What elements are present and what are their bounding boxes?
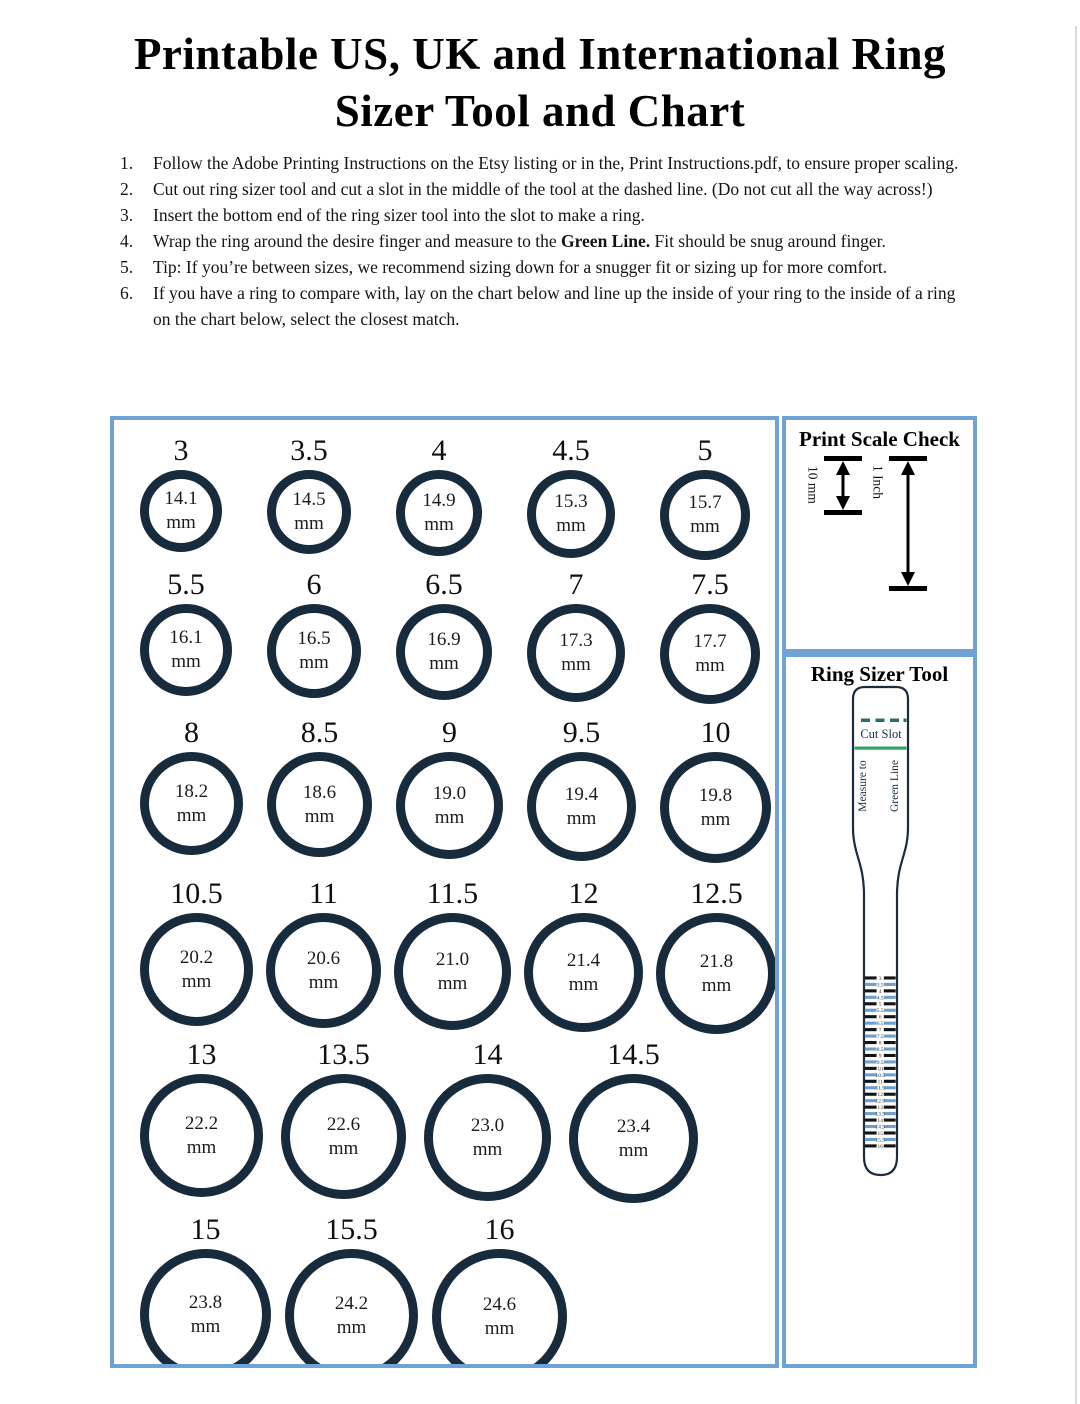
- ring-cell: [656, 875, 777, 1034]
- ring-size-label: 4: [431, 434, 447, 467]
- ring-circle: [394, 913, 511, 1030]
- ring-mm-text: [433, 782, 466, 830]
- scale-arrow-10mm: [806, 456, 863, 515]
- ring-mm-text: [617, 1115, 650, 1163]
- ring-circle: [527, 470, 615, 558]
- ring-mm-text: [169, 626, 202, 674]
- sizer-tick-label: 9: [878, 1053, 882, 1060]
- sizer-tick-label: 10: [877, 1066, 883, 1073]
- instruction-item: [120, 202, 965, 228]
- ring-cell: [140, 432, 222, 552]
- sizer-tick-label: 7.5: [876, 1034, 884, 1041]
- ring-mm-unit: mm: [568, 973, 599, 995]
- ring-mm-unit: mm: [304, 805, 335, 827]
- ring-circle: [524, 913, 643, 1032]
- ring-circle: [660, 752, 771, 863]
- sizer-tick-label: 7: [878, 1027, 882, 1034]
- ring-size-label: 6: [306, 568, 322, 601]
- ring-mm-value: 19.8: [698, 784, 733, 806]
- sizer-tick: [865, 1002, 877, 1005]
- ring-size-label: 12: [568, 877, 599, 910]
- sizer-tick: [884, 1125, 896, 1128]
- sizer-tick: [865, 1022, 877, 1025]
- ring-cell: [660, 714, 771, 863]
- instruction-item: [120, 228, 965, 254]
- sizer-tick: [865, 1093, 877, 1096]
- sizer-tick: [884, 1015, 896, 1018]
- ring-mm-value: 16.5: [297, 628, 331, 649]
- ring-sizer-tool-panel: [782, 653, 977, 1368]
- print-scale-check-panel: [782, 416, 977, 653]
- ring-mm-unit: mm: [171, 651, 201, 672]
- sizer-tick-label: 6.5: [876, 1021, 884, 1028]
- sizer-tick: [884, 1106, 896, 1109]
- sizer-tick-label: 3.5: [876, 982, 884, 989]
- ring-circle: [527, 604, 625, 702]
- ring-cell: [140, 875, 253, 1026]
- ring-size-label: 7: [568, 568, 584, 601]
- ring-mm-value: 21.0: [435, 948, 470, 970]
- ring-sizer-tool-title: Ring Sizer Tool: [810, 662, 949, 686]
- ring-cell: [281, 1036, 406, 1199]
- sizer-tick: [884, 1054, 896, 1057]
- ring-cell: [267, 714, 372, 857]
- ring-mm-text: [175, 780, 208, 828]
- ring-mm-text: [185, 1112, 218, 1160]
- ring-circle: [140, 752, 243, 855]
- ring-circle: [396, 752, 503, 859]
- ring-circle: [396, 470, 482, 556]
- ring-circle: [281, 1074, 406, 1199]
- sizer-tick-label: 5.5: [876, 1008, 884, 1015]
- ring-mm-unit: mm: [328, 1137, 359, 1159]
- instruction-number: 4.: [120, 231, 134, 251]
- ring-size-label: 11.5: [426, 877, 479, 910]
- ring-circle: [140, 913, 253, 1026]
- ring-mm-value: 15.7: [688, 492, 722, 513]
- ring-size-label: 10: [700, 716, 731, 749]
- ring-cell: [660, 432, 750, 560]
- green-line-label: Green Line: [889, 759, 901, 813]
- sizer-tick: [884, 1086, 896, 1089]
- instruction-text-post: Fit should be snug around finger.: [650, 231, 886, 251]
- scale-arrow-1inch-label: 1 Inch: [870, 464, 886, 500]
- ring-mm-value: 20.2: [179, 946, 214, 968]
- instruction-text-pre: Insert the bottom end of the ring sizer tool into the slot to make a ring.: [153, 205, 645, 225]
- instruction-text: [153, 176, 965, 202]
- ring-mm-unit: mm: [561, 654, 591, 675]
- ring-mm-text: [699, 784, 732, 832]
- ring-mm-value: 17.7: [693, 631, 727, 652]
- ring-mm-unit: mm: [618, 1139, 649, 1161]
- ring-circle: [267, 604, 361, 698]
- ring-mm-text: [565, 783, 598, 831]
- ring-sizer-tool-drawing: [786, 657, 973, 1364]
- ring-mm-value: 21.4: [566, 949, 601, 971]
- ring-mm-text: [700, 950, 733, 998]
- sizer-tick: [865, 989, 877, 992]
- ring-cell: [140, 714, 243, 855]
- ring-circle: [267, 470, 351, 554]
- ring-mm-unit: mm: [186, 1136, 217, 1158]
- ring-mm-value: 18.6: [302, 781, 337, 803]
- sizer-tick: [884, 1041, 896, 1044]
- ring-cell: [524, 875, 643, 1032]
- ring-size-label: 13.5: [317, 1038, 370, 1071]
- ring-size-label: 13: [186, 1038, 217, 1071]
- ring-mm-unit: mm: [434, 806, 465, 828]
- ring-mm-unit: mm: [556, 515, 586, 536]
- ring-mm-value: 14.5: [292, 489, 326, 510]
- ring-mm-unit: mm: [690, 516, 720, 537]
- instruction-number: 3.: [120, 205, 134, 225]
- ring-cell: [267, 566, 361, 698]
- ring-cell: [432, 1211, 567, 1368]
- sizer-tick-label: 15.5: [875, 1137, 885, 1144]
- page-title-line2: Sizer Tool and Chart: [334, 86, 746, 136]
- ring-size-label: 8.5: [300, 716, 339, 749]
- sizer-tick-label: 10.5: [875, 1072, 885, 1079]
- ring-size-label: 9.5: [562, 716, 601, 749]
- ring-size-label: 15.5: [325, 1213, 378, 1246]
- sizer-tick: [865, 1067, 877, 1070]
- ring-row: [140, 566, 775, 704]
- instruction-text: [153, 150, 965, 176]
- ring-mm-unit: mm: [166, 512, 196, 533]
- ring-mm-text: [292, 488, 325, 536]
- ring-cell: [527, 714, 636, 861]
- ring-mm-text: [335, 1292, 368, 1340]
- instruction-item: [120, 254, 965, 280]
- ring-size-label: 7.5: [691, 568, 729, 601]
- instruction-text: [153, 228, 965, 254]
- ring-size-label: 4.5: [552, 434, 590, 467]
- sizer-tick: [865, 983, 877, 986]
- ring-circle: [527, 752, 636, 861]
- instruction-text-pre: Wrap the ring around the desire finger and measure to the: [153, 231, 561, 251]
- scale-arrow-1inch: [871, 456, 928, 591]
- ring-mm-value: 21.8: [699, 950, 734, 972]
- ring-size-label: 14: [472, 1038, 503, 1071]
- ring-mm-text: [164, 487, 197, 535]
- ring-mm-unit: mm: [181, 970, 212, 992]
- sizer-tick: [884, 983, 896, 986]
- ring-cell: [569, 1036, 698, 1203]
- ring-size-label: 6.5: [425, 568, 463, 601]
- ring-mm-value: 14.1: [164, 488, 198, 509]
- instruction-list: [120, 150, 965, 332]
- ring-mm-value: 18.2: [174, 780, 209, 802]
- ring-circle: [140, 604, 232, 696]
- ring-size-chart: [110, 416, 779, 1368]
- sizer-tick: [884, 1009, 896, 1012]
- sizer-tick: [884, 1080, 896, 1083]
- ring-cell: [396, 432, 482, 556]
- sizer-tick: [884, 1022, 896, 1025]
- instruction-text: [153, 280, 965, 332]
- sizer-tick-label: 5: [878, 1001, 882, 1008]
- ring-mm-value: 19.4: [564, 783, 599, 805]
- sizer-tick-label: 12.5: [875, 1098, 885, 1105]
- sizer-tick: [884, 1067, 896, 1070]
- page-title-line1: Printable US, UK and International Ring: [133, 29, 947, 79]
- ring-mm-value: 16.1: [169, 627, 203, 648]
- ring-row: [140, 432, 775, 560]
- ring-mm-text: [427, 628, 460, 676]
- ring-cell: [660, 566, 760, 704]
- sizer-tick-label: 14.5: [875, 1124, 885, 1131]
- ring-mm-value: 16.9: [427, 629, 461, 650]
- ring-cell: [267, 432, 351, 554]
- sizer-tick-label: 8: [878, 1040, 882, 1047]
- sizer-tick-label: 14: [877, 1118, 883, 1125]
- green-line: [855, 747, 907, 750]
- sizer-tick: [884, 1073, 896, 1076]
- ring-mm-unit: mm: [700, 808, 731, 830]
- sizer-tick: [884, 1131, 896, 1134]
- ring-cell: [396, 714, 503, 859]
- page-title: [0, 26, 1080, 140]
- sizer-tick-label: 3: [878, 975, 882, 982]
- ring-mm-value: 19.0: [432, 782, 467, 804]
- ring-mm-text: [567, 949, 600, 997]
- ring-mm-unit: mm: [472, 1138, 503, 1160]
- sizer-tick-label: 16: [877, 1143, 883, 1150]
- ring-row: [140, 1036, 775, 1203]
- ring-mm-value: 23.0: [470, 1114, 505, 1136]
- sizer-tick-label: 12: [877, 1092, 883, 1099]
- instruction-text: [153, 202, 965, 228]
- ring-circle: [267, 752, 372, 857]
- ring-cell: [140, 1211, 271, 1368]
- instruction-text: [153, 254, 965, 280]
- sizer-tick: [865, 1080, 877, 1083]
- ring-mm-unit: mm: [308, 971, 339, 993]
- ring-cell: [266, 875, 381, 1028]
- sizer-tick: [884, 1093, 896, 1096]
- sizer-tick: [884, 1047, 896, 1050]
- ring-mm-value: 17.3: [559, 630, 593, 651]
- sizer-tick: [884, 1119, 896, 1122]
- instruction-item: [120, 280, 965, 332]
- ring-mm-text: [303, 781, 336, 829]
- measure-to-label: Measure to: [857, 760, 869, 812]
- ring-mm-unit: mm: [299, 652, 329, 673]
- ring-size-label: 5: [697, 434, 713, 467]
- ring-cell: [424, 1036, 551, 1201]
- ring-mm-value: 14.9: [422, 490, 456, 511]
- sizer-tick: [865, 1035, 877, 1038]
- sizer-tick: [865, 1015, 877, 1018]
- sizer-tick: [865, 1106, 877, 1109]
- scale-arrow-10mm-label: 10 mm: [805, 466, 821, 504]
- ring-size-label: 11: [309, 877, 338, 910]
- ring-mm-unit: mm: [566, 807, 597, 829]
- ring-mm-unit: mm: [429, 653, 459, 674]
- ring-circle: [140, 1074, 263, 1197]
- ring-mm-text: [307, 947, 340, 995]
- sizer-tick: [865, 976, 877, 979]
- ring-mm-value: 24.2: [334, 1292, 369, 1314]
- sizer-tick: [884, 1060, 896, 1063]
- ring-row: [140, 875, 775, 1034]
- instruction-text-pre: If you have a ring to compare with, lay on the chart below and line up the inside of your ring to the inside of a ring on the chart below, select the closest match.: [153, 283, 956, 329]
- sizer-tick-label: 11.5: [875, 1085, 885, 1092]
- ring-circle: [656, 913, 777, 1034]
- ring-size-label: 16: [484, 1213, 515, 1246]
- ring-mm-text: [189, 1291, 222, 1339]
- print-scale-check-title: Print Scale Check: [799, 427, 960, 451]
- ring-mm-text: [297, 627, 330, 675]
- sizer-tick: [865, 1119, 877, 1122]
- ring-row: [140, 714, 775, 863]
- sizer-tick-label: 15: [877, 1130, 883, 1137]
- sizer-tick: [865, 1041, 877, 1044]
- ring-mm-value: 20.6: [306, 947, 341, 969]
- ring-mm-value: 22.6: [326, 1113, 361, 1135]
- ring-cell: [394, 875, 511, 1030]
- ring-mm-text: [471, 1114, 504, 1162]
- ring-mm-text: [693, 630, 726, 678]
- sizer-tick-label: 4: [878, 988, 882, 995]
- sizer-tick: [865, 996, 877, 999]
- ring-mm-value: 24.6: [482, 1293, 517, 1315]
- ring-mm-unit: mm: [701, 974, 732, 996]
- ring-size-label: 8: [184, 716, 199, 749]
- instruction-item: [120, 150, 965, 176]
- sizer-tick: [865, 1060, 877, 1063]
- instruction-item: [120, 176, 965, 202]
- sizer-tick: [884, 1002, 896, 1005]
- ring-mm-text: [180, 946, 213, 994]
- instruction-text-pre: Follow the Adobe Printing Instructions on the Etsy listing or in the, Print Instructions.pdf, to ensure proper scaling.: [153, 153, 959, 173]
- ring-circle: [432, 1249, 567, 1368]
- cut-slot-label: Cut Slot: [860, 727, 902, 741]
- ring-circle: [140, 1249, 271, 1368]
- ring-mm-value: 15.3: [554, 491, 588, 512]
- sizer-tick: [865, 1131, 877, 1134]
- ring-mm-value: 23.8: [188, 1291, 223, 1313]
- ring-mm-value: 22.2: [184, 1112, 219, 1134]
- ring-mm-text: [483, 1293, 516, 1341]
- sizer-tick: [865, 1009, 877, 1012]
- instruction-text-pre: Tip: If you’re between sizes, we recommend sizing down for a snugger fit or sizing up for more comfort.: [153, 257, 888, 277]
- ring-mm-unit: mm: [294, 513, 324, 534]
- ring-cell: [527, 432, 615, 558]
- ring-mm-text: [559, 629, 592, 677]
- sizer-tick: [884, 1138, 896, 1141]
- sizer-tick-label: 13.5: [875, 1111, 885, 1118]
- ring-size-label: 15: [190, 1213, 221, 1246]
- ring-mm-text: [327, 1113, 360, 1161]
- ring-mm-unit: mm: [176, 804, 207, 826]
- sizer-tick: [865, 1028, 877, 1031]
- print-scale-check-drawing: [786, 420, 973, 645]
- ring-size-label: 12.5: [690, 877, 743, 910]
- sizer-tick: [884, 1099, 896, 1102]
- ring-size-label: 10.5: [170, 877, 223, 910]
- instruction-text-bold: Green Line.: [560, 231, 651, 251]
- ring-circle: [285, 1249, 418, 1368]
- ring-size-label: 5.5: [167, 568, 205, 601]
- ring-size-label: 3: [173, 434, 189, 467]
- sizer-tick: [884, 1035, 896, 1038]
- ring-circle: [660, 604, 760, 704]
- instruction-number: 5.: [120, 257, 134, 277]
- sizer-tick-label: 8.5: [876, 1046, 884, 1053]
- ring-cell: [527, 566, 625, 702]
- instruction-number: 2.: [120, 179, 134, 199]
- ring-row: [140, 1211, 775, 1368]
- sizer-tick: [884, 1028, 896, 1031]
- instruction-text-pre: Cut out ring sizer tool and cut a slot in the middle of the tool at the dashed line. (Do not cut all the way across!): [153, 179, 933, 199]
- ring-circle: [660, 470, 750, 560]
- ring-cell: [140, 1036, 263, 1197]
- ring-size-label: 14.5: [607, 1038, 660, 1071]
- ring-mm-text: [688, 491, 721, 539]
- ring-mm-unit: mm: [484, 1317, 515, 1339]
- sizer-tick: [884, 1112, 896, 1115]
- sizer-tick-label: 13: [877, 1105, 883, 1112]
- ring-circle: [140, 470, 222, 552]
- ring-mm-text: [436, 948, 469, 996]
- sizer-tick: [884, 989, 896, 992]
- sizer-tick: [884, 1144, 896, 1147]
- ring-circle: [424, 1074, 551, 1201]
- ring-mm-text: [422, 489, 455, 537]
- ring-mm-unit: mm: [695, 655, 725, 676]
- ring-circle: [396, 604, 492, 700]
- ring-size-label: 9: [442, 716, 457, 749]
- sizer-tick-label: 11: [877, 1079, 883, 1086]
- ring-cell: [285, 1211, 418, 1368]
- sizer-tick-label: 9.5: [876, 1059, 884, 1066]
- sizer-tick: [884, 996, 896, 999]
- ring-mm-unit: mm: [437, 972, 468, 994]
- ring-mm-unit: mm: [424, 514, 454, 535]
- page-edge-line: [1075, 26, 1077, 1404]
- ring-mm-value: 23.4: [616, 1115, 651, 1137]
- ring-cell: [396, 566, 492, 700]
- instruction-number: 6.: [120, 283, 134, 303]
- instruction-number: 1.: [120, 153, 134, 173]
- sizer-tick: [865, 1144, 877, 1147]
- ring-circle: [569, 1074, 698, 1203]
- ring-circle: [266, 913, 381, 1028]
- ring-mm-unit: mm: [336, 1316, 367, 1338]
- sizer-tick: [884, 976, 896, 979]
- sizer-tick: [865, 1054, 877, 1057]
- sizer-tick-label: 4.5: [876, 995, 884, 1002]
- ring-size-label: 3.5: [290, 434, 328, 467]
- ring-mm-text: [554, 490, 587, 538]
- ring-mm-unit: mm: [190, 1315, 221, 1337]
- ring-cell: [140, 566, 232, 696]
- sizer-tick: [865, 1047, 877, 1050]
- sizer-tick-label: 6: [878, 1014, 882, 1021]
